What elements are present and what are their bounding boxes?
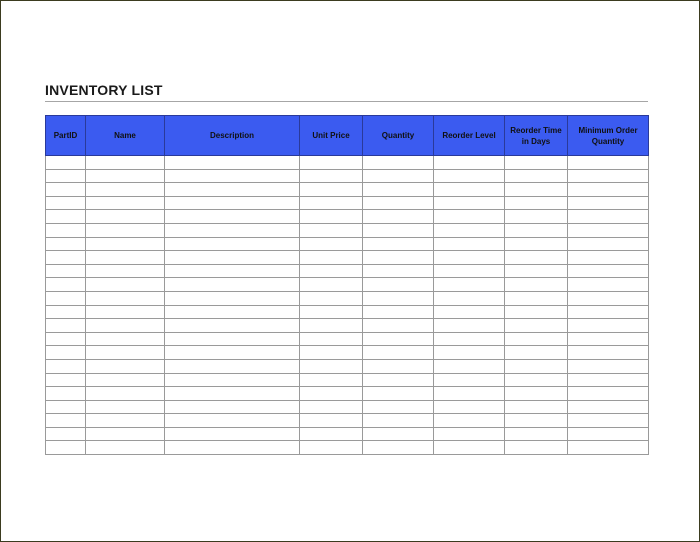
- table-cell[interactable]: [86, 278, 165, 292]
- table-cell[interactable]: [434, 210, 505, 224]
- table-cell[interactable]: [434, 278, 505, 292]
- table-cell[interactable]: [46, 346, 86, 360]
- table-cell[interactable]: [434, 264, 505, 278]
- table-cell[interactable]: [165, 305, 300, 319]
- table-cell[interactable]: [363, 332, 434, 346]
- table-cell[interactable]: [363, 223, 434, 237]
- table-cell[interactable]: [434, 427, 505, 441]
- table-cell[interactable]: [568, 210, 649, 224]
- table-cell[interactable]: [165, 156, 300, 170]
- table-row: [46, 223, 649, 237]
- table-cell[interactable]: [363, 400, 434, 414]
- table-row: [46, 183, 649, 197]
- table-cell[interactable]: [434, 414, 505, 428]
- table-cell[interactable]: [165, 278, 300, 292]
- table-cell[interactable]: [434, 400, 505, 414]
- table-cell[interactable]: [363, 373, 434, 387]
- table-cell[interactable]: [505, 373, 568, 387]
- table-body: [46, 156, 649, 455]
- table-cell[interactable]: [363, 156, 434, 170]
- table-cell[interactable]: [568, 387, 649, 401]
- table-cell[interactable]: [165, 223, 300, 237]
- table-cell[interactable]: [165, 332, 300, 346]
- table-cell[interactable]: [165, 427, 300, 441]
- table-cell[interactable]: [86, 223, 165, 237]
- table-cell[interactable]: [46, 264, 86, 278]
- title-divider: [45, 101, 648, 102]
- table-row: [46, 332, 649, 346]
- table-cell[interactable]: [363, 346, 434, 360]
- table-cell[interactable]: [46, 196, 86, 210]
- table-cell[interactable]: [568, 278, 649, 292]
- table-cell[interactable]: [165, 319, 300, 333]
- table-cell[interactable]: [568, 332, 649, 346]
- table-cell[interactable]: [86, 237, 165, 251]
- table-cell[interactable]: [86, 319, 165, 333]
- table-cell[interactable]: [46, 387, 86, 401]
- table-cell[interactable]: [363, 196, 434, 210]
- table-row: [46, 237, 649, 251]
- table-cell[interactable]: [434, 332, 505, 346]
- header-partid: PartID: [46, 116, 86, 156]
- table-cell[interactable]: [86, 156, 165, 170]
- table-cell[interactable]: [505, 196, 568, 210]
- table-cell[interactable]: [363, 237, 434, 251]
- table-cell[interactable]: [46, 278, 86, 292]
- table-cell[interactable]: [434, 169, 505, 183]
- table-cell[interactable]: [505, 156, 568, 170]
- table-cell[interactable]: [434, 251, 505, 265]
- table-cell[interactable]: [434, 346, 505, 360]
- table-cell[interactable]: [568, 291, 649, 305]
- table-cell[interactable]: [86, 264, 165, 278]
- header-description: Description: [165, 116, 300, 156]
- table-cell[interactable]: [46, 210, 86, 224]
- header-minimum-order-quantity: Minimum Order Quantity: [568, 116, 649, 156]
- table-cell[interactable]: [86, 291, 165, 305]
- table-cell[interactable]: [300, 319, 363, 333]
- table-cell[interactable]: [505, 332, 568, 346]
- table-row: [46, 210, 649, 224]
- table-cell[interactable]: [86, 183, 165, 197]
- table-cell[interactable]: [568, 251, 649, 265]
- table-cell[interactable]: [505, 169, 568, 183]
- table-cell[interactable]: [300, 196, 363, 210]
- table-cell[interactable]: [165, 373, 300, 387]
- table-cell[interactable]: [300, 291, 363, 305]
- table-cell[interactable]: [46, 319, 86, 333]
- table-cell[interactable]: [300, 332, 363, 346]
- table-cell[interactable]: [505, 359, 568, 373]
- table-cell[interactable]: [363, 359, 434, 373]
- table-cell[interactable]: [165, 251, 300, 265]
- table-cell[interactable]: [46, 183, 86, 197]
- table-cell[interactable]: [300, 156, 363, 170]
- table-cell[interactable]: [165, 387, 300, 401]
- table-cell[interactable]: [568, 427, 649, 441]
- table-cell[interactable]: [505, 291, 568, 305]
- table-cell[interactable]: [165, 196, 300, 210]
- table-cell[interactable]: [434, 319, 505, 333]
- table-row: [46, 251, 649, 265]
- table-cell[interactable]: [46, 373, 86, 387]
- table-cell[interactable]: [505, 387, 568, 401]
- table-row: [46, 305, 649, 319]
- table-cell[interactable]: [165, 400, 300, 414]
- header-quantity: Quantity: [363, 116, 434, 156]
- table-cell[interactable]: [165, 169, 300, 183]
- table-cell[interactable]: [568, 319, 649, 333]
- table-cell[interactable]: [300, 427, 363, 441]
- table-cell[interactable]: [434, 441, 505, 455]
- table-cell[interactable]: [363, 264, 434, 278]
- table-row: [46, 373, 649, 387]
- table-cell[interactable]: [86, 400, 165, 414]
- table-cell[interactable]: [568, 223, 649, 237]
- table-cell[interactable]: [434, 183, 505, 197]
- table-row: [46, 169, 649, 183]
- table-cell[interactable]: [46, 305, 86, 319]
- table-row: [46, 359, 649, 373]
- table-cell[interactable]: [434, 196, 505, 210]
- table-row: [46, 319, 649, 333]
- table-cell[interactable]: [434, 359, 505, 373]
- table-cell[interactable]: [568, 264, 649, 278]
- table-cell[interactable]: [300, 251, 363, 265]
- header-unit-price: Unit Price: [300, 116, 363, 156]
- table-cell[interactable]: [363, 278, 434, 292]
- table-cell[interactable]: [505, 278, 568, 292]
- table-cell[interactable]: [300, 223, 363, 237]
- table-row: [46, 387, 649, 401]
- table-cell[interactable]: [363, 387, 434, 401]
- table-cell[interactable]: [434, 373, 505, 387]
- table-cell[interactable]: [300, 346, 363, 360]
- table-cell[interactable]: [363, 251, 434, 265]
- table-cell[interactable]: [165, 264, 300, 278]
- table-cell[interactable]: [165, 414, 300, 428]
- header-reorder-level: Reorder Level: [434, 116, 505, 156]
- table-cell[interactable]: [165, 359, 300, 373]
- table-cell[interactable]: [363, 427, 434, 441]
- table-cell[interactable]: [505, 441, 568, 455]
- table-cell[interactable]: [46, 251, 86, 265]
- table-row: [46, 278, 649, 292]
- table-cell[interactable]: [568, 441, 649, 455]
- table-cell[interactable]: [505, 400, 568, 414]
- table-cell[interactable]: [505, 319, 568, 333]
- table-cell[interactable]: [300, 373, 363, 387]
- table-cell[interactable]: [505, 183, 568, 197]
- table-cell[interactable]: [568, 237, 649, 251]
- table-cell[interactable]: [505, 251, 568, 265]
- table-cell[interactable]: [568, 169, 649, 183]
- table-cell[interactable]: [300, 414, 363, 428]
- table-cell[interactable]: [434, 237, 505, 251]
- table-cell[interactable]: [86, 387, 165, 401]
- table-row: [46, 414, 649, 428]
- table-cell[interactable]: [46, 332, 86, 346]
- table-cell[interactable]: [165, 346, 300, 360]
- table-cell[interactable]: [300, 441, 363, 455]
- inventory-table: [45, 115, 649, 455]
- table-row: [46, 264, 649, 278]
- header-name: Name: [86, 116, 165, 156]
- table-cell[interactable]: [46, 156, 86, 170]
- table-cell[interactable]: [46, 400, 86, 414]
- table-cell[interactable]: [300, 210, 363, 224]
- table-cell[interactable]: [165, 441, 300, 455]
- table-cell[interactable]: [86, 196, 165, 210]
- table-cell[interactable]: [300, 264, 363, 278]
- table-cell[interactable]: [300, 278, 363, 292]
- table-cell[interactable]: [46, 223, 86, 237]
- table-cell[interactable]: [568, 400, 649, 414]
- table-row: [46, 346, 649, 360]
- table-cell[interactable]: [505, 237, 568, 251]
- table-cell[interactable]: [86, 346, 165, 360]
- table-cell[interactable]: [568, 346, 649, 360]
- table-cell[interactable]: [505, 414, 568, 428]
- table-row: [46, 400, 649, 414]
- page-title: INVENTORY LIST: [45, 82, 163, 98]
- table-cell[interactable]: [434, 223, 505, 237]
- table-cell[interactable]: [86, 414, 165, 428]
- table-row: [46, 441, 649, 455]
- table-cell[interactable]: [86, 305, 165, 319]
- table-cell[interactable]: [86, 373, 165, 387]
- table-header-row: [46, 116, 649, 156]
- table-cell[interactable]: [46, 291, 86, 305]
- table-row: [46, 156, 649, 170]
- table-cell[interactable]: [568, 305, 649, 319]
- table-cell[interactable]: [300, 400, 363, 414]
- table-cell[interactable]: [363, 169, 434, 183]
- table-cell[interactable]: [505, 223, 568, 237]
- table-cell[interactable]: [505, 305, 568, 319]
- table-cell[interactable]: [363, 414, 434, 428]
- header-reorder-time: Reorder Time in Days: [505, 116, 568, 156]
- table-cell[interactable]: [434, 387, 505, 401]
- table-cell[interactable]: [505, 210, 568, 224]
- table-cell[interactable]: [46, 441, 86, 455]
- table-cell[interactable]: [46, 427, 86, 441]
- table-cell[interactable]: [46, 169, 86, 183]
- table-cell[interactable]: [46, 414, 86, 428]
- table-cell[interactable]: [568, 196, 649, 210]
- table-cell[interactable]: [568, 183, 649, 197]
- table-row: [46, 427, 649, 441]
- table-cell[interactable]: [86, 332, 165, 346]
- table-cell[interactable]: [86, 169, 165, 183]
- table-cell[interactable]: [86, 210, 165, 224]
- table-cell[interactable]: [363, 183, 434, 197]
- table-cell[interactable]: [165, 183, 300, 197]
- table-cell[interactable]: [568, 359, 649, 373]
- table-cell[interactable]: [86, 441, 165, 455]
- table-cell[interactable]: [300, 387, 363, 401]
- table-cell[interactable]: [363, 305, 434, 319]
- table-cell[interactable]: [568, 414, 649, 428]
- table-cell[interactable]: [300, 169, 363, 183]
- table-cell[interactable]: [363, 319, 434, 333]
- table-cell[interactable]: [505, 264, 568, 278]
- table-cell[interactable]: [300, 305, 363, 319]
- table-cell[interactable]: [363, 441, 434, 455]
- table-cell[interactable]: [363, 210, 434, 224]
- table-cell[interactable]: [434, 305, 505, 319]
- table-cell[interactable]: [86, 359, 165, 373]
- table-cell[interactable]: [363, 291, 434, 305]
- table-cell[interactable]: [434, 291, 505, 305]
- table-cell[interactable]: [165, 291, 300, 305]
- table-row: [46, 291, 649, 305]
- table-cell[interactable]: [165, 210, 300, 224]
- table-cell[interactable]: [300, 359, 363, 373]
- table-cell[interactable]: [86, 427, 165, 441]
- table-cell[interactable]: [505, 346, 568, 360]
- table-cell[interactable]: [165, 237, 300, 251]
- table-cell[interactable]: [86, 251, 165, 265]
- table-cell[interactable]: [46, 359, 86, 373]
- table-cell[interactable]: [568, 373, 649, 387]
- table-cell[interactable]: [300, 237, 363, 251]
- table-cell[interactable]: [46, 237, 86, 251]
- table-row: [46, 196, 649, 210]
- table-cell[interactable]: [300, 183, 363, 197]
- table-cell[interactable]: [505, 427, 568, 441]
- table-cell[interactable]: [434, 156, 505, 170]
- table-cell[interactable]: [568, 156, 649, 170]
